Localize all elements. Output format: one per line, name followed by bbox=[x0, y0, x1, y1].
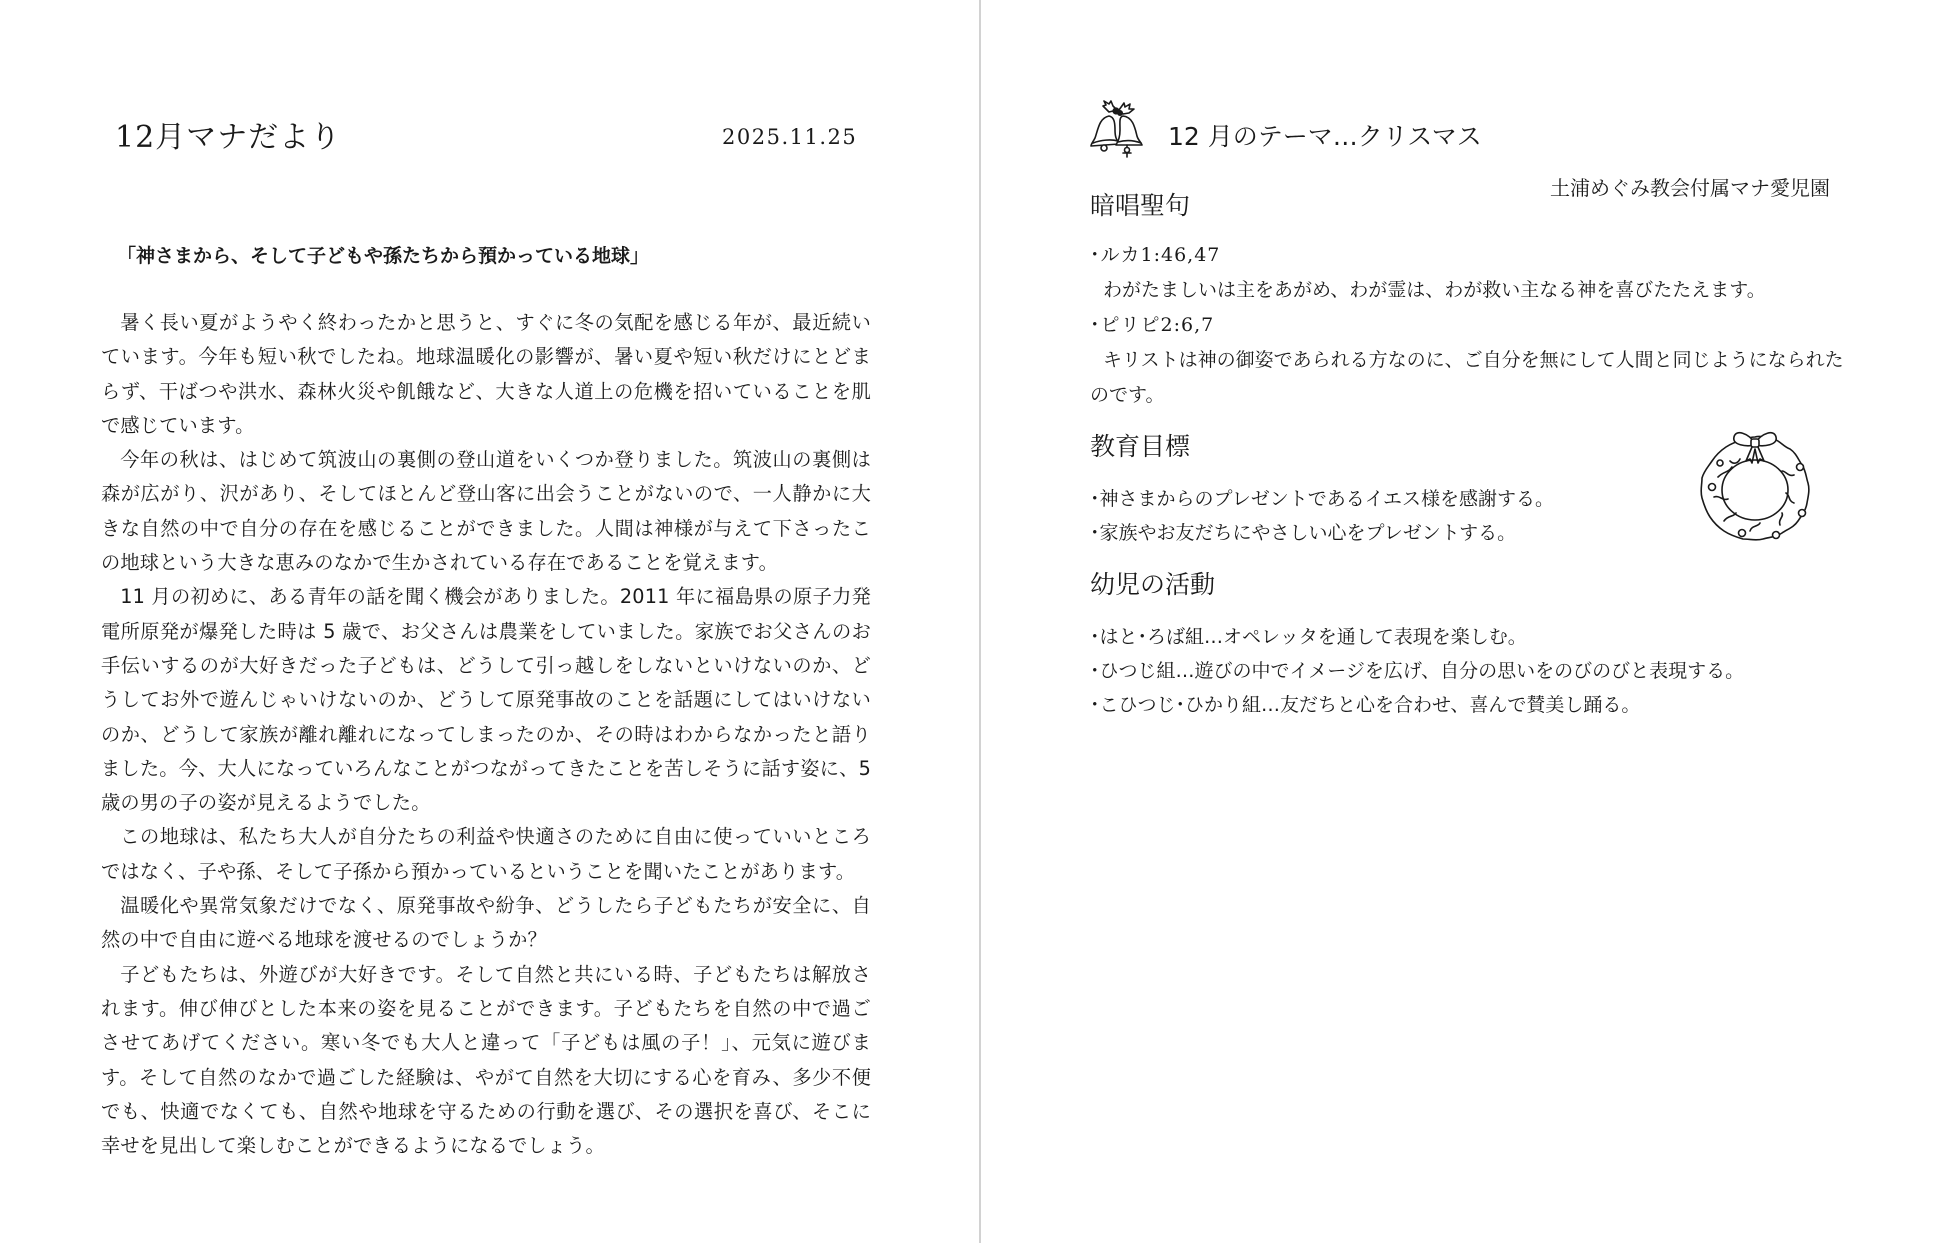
verse-reference: ･ルカ1:46,47 bbox=[1090, 244, 1221, 266]
essay-paragraph: 11 月の初めに、ある青年の話を聞く機会がありました。2011 年に福島県の原子力発電所原発が爆発した時は 5 歳で、お父さんは農業をしていました。家族でお父さんのお手伝いするのが大好きだった子どもは、どうして引っ越しをしないといけないのか、どうしてお外で遊んじゃいけないのか、どうして原発事故のことを話題にしてはいけないのか、どうして家族が離れ離れになってしまったのか、その時はわからなかったと語りました。今、大人になっていろんなことがつながってきたことを苦しそうに話す姿に、5 歳の男の子の姿が見えるようでした。 bbox=[101, 585, 871, 815]
memory-verse-title: 暗唱聖句 bbox=[1090, 191, 1191, 220]
essay-paragraph: この地球は、私たち大人が自分たちの利益や快適さのために自由に使っていいところではなく、子や孫、そして子孫から預かっているということを聞いたことがあります。 bbox=[101, 825, 871, 883]
verse-reference: ･ピリピ2:6,7 bbox=[1090, 314, 1215, 336]
activity-item: ･こひつじ･ひかり組…友だちと心を合わせ、喜んで賛美し踊る。 bbox=[1090, 694, 1641, 716]
christmas-bell-icon bbox=[1089, 100, 1145, 158]
essay-paragraph: 暑く長い夏がようやく終わったかと思うと、すぐに冬の気配を感じる年が、最近続いています。今年も短い秋でしたね。地球温暖化の影響が、暑い夏や短い秋だけにとどまらず、干ばつや洪水、森林火災や飢餓など、大きな人道上の危機を招いていることを肌で感じています。 bbox=[101, 311, 871, 437]
essay-heading: 「神さまから、そして子どもや孫たちから預かっている地球」 bbox=[117, 245, 650, 267]
newsletter-title: 12月マナだより bbox=[115, 120, 342, 155]
issue-date: 2025.11.25 bbox=[722, 125, 858, 149]
goal-item: ･家族やお友だちにやさしい心をプレゼントする。 bbox=[1090, 522, 1517, 544]
christmas-wreath-icon bbox=[1690, 425, 1820, 553]
verse-text-continued: のです。 bbox=[1090, 384, 1165, 406]
education-goals-title: 教育目標 bbox=[1090, 432, 1191, 461]
activities-title: 幼児の活動 bbox=[1090, 570, 1216, 599]
essay-body bbox=[101, 306, 871, 1163]
verse-text: わがたましいは主をあがめ、わが霊は、わが救い主なる神を喜びたたえます。 bbox=[1103, 279, 1766, 301]
page-divider bbox=[979, 0, 981, 1243]
verse-text: キリストは神の御姿であられる方なのに、ご自分を無にして人間と同じようになられた bbox=[1103, 349, 1844, 371]
monthly-theme: 12 月のテーマ…クリスマス bbox=[1168, 122, 1482, 151]
activity-item: ･はと･ろば組…オペレッタを通して表現を楽しむ。 bbox=[1090, 626, 1527, 648]
essay-paragraph: 温暖化や異常気象だけでなく、原発事故や紛争、どうしたら子どもたちが安全に、自然の中で自由に遊べる地球を渡せるのでしょうか？ bbox=[101, 894, 871, 952]
essay-paragraph: 子どもたちは、外遊びが大好きです。そして自然と共にいる時、子どもたちは解放されます。伸び伸びとした本来の姿を見ることができます。子どもたちを自然の中で過ごさせてあげてください。寒い冬でも大人と違って「子どもは風の子！」、元気に遊びます。そして自然のなかで過ごした経験は、やがて自然を大切にする心を育み、多少不便でも、快適でなくても、自然や地球を守るための行動を選び、その選択を喜び、そこに幸せを見出して楽しむことができるようになるでしょう。 bbox=[101, 962, 871, 1158]
organization-name: 土浦めぐみ教会付属マナ愛児園 bbox=[1550, 176, 1830, 200]
goal-item: ･神さまからのプレゼントであるイエス様を感謝する。 bbox=[1090, 488, 1554, 510]
essay-paragraph: 今年の秋は、はじめて筑波山の裏側の登山道をいくつか登りました。筑波山の裏側は森が広がり、沢があり、そしてほとんど登山客に出会うことがないので、一人静かに大きな自然の中で自分の存在を感じることができました。人間は神様が与えて下さったこの地球という大きな恵みのなかで生かされている存在であることを覚えます。 bbox=[101, 448, 871, 575]
activity-item: ･ひつじ組…遊びの中でイメージを広げ、自分の思いをのびのびと表現する。 bbox=[1090, 660, 1745, 682]
